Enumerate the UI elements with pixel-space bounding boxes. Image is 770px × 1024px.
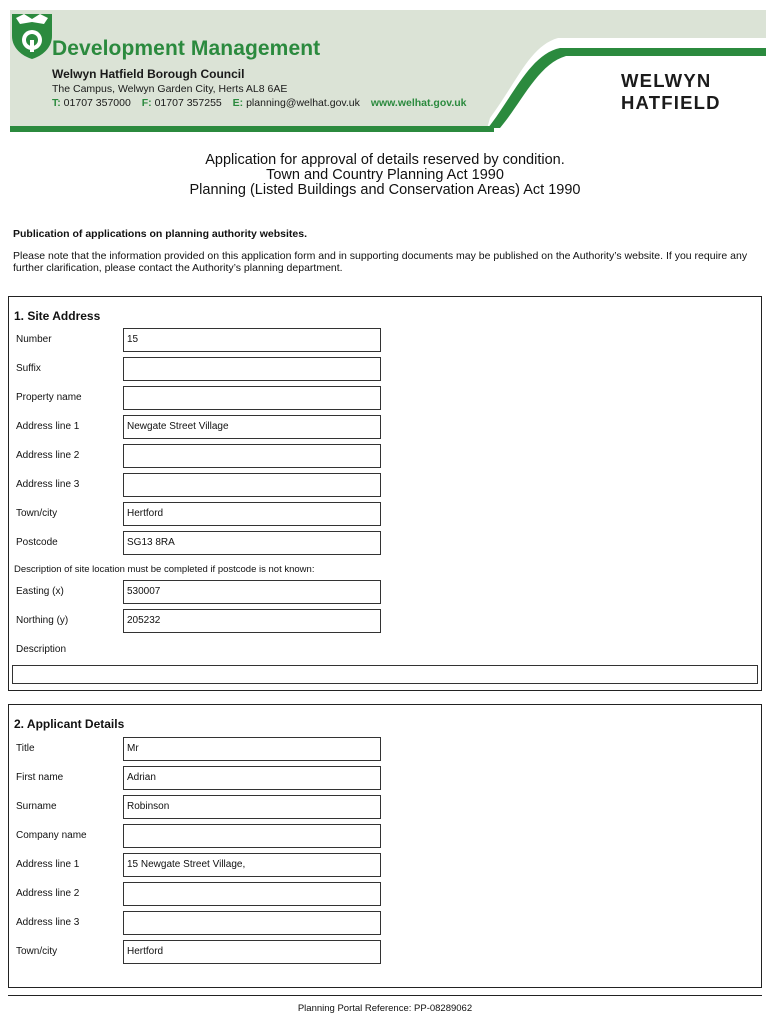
publication-title: Publication of applications on planning authority websites. — [13, 228, 308, 240]
portal-reference: Planning Portal Reference: PP-08289062 — [297, 1003, 473, 1014]
field-row-first-name — [9, 766, 763, 790]
fax-number: 01707 357255 — [154, 97, 222, 109]
field-row-suffix — [9, 357, 763, 381]
tel-key: T: — [52, 97, 61, 109]
field-row-property-name — [9, 386, 763, 410]
field-label: Postcode — [16, 537, 58, 548]
address-line-3-field[interactable] — [123, 473, 381, 497]
applicant-details-title: 2. Applicant Details — [14, 717, 125, 731]
department-title: Development Management — [52, 37, 321, 60]
field-label: First name — [16, 772, 64, 783]
field-label: Number — [16, 334, 52, 345]
field-row-postcode — [9, 531, 763, 555]
company-name-field[interactable] — [123, 824, 381, 848]
property-name-field[interactable] — [123, 386, 381, 410]
field-row-title — [9, 737, 763, 761]
field-row-easting — [9, 580, 763, 604]
location-note: Description of site location must be completed if postcode is not known: — [14, 564, 315, 575]
easting-field[interactable]: 530007 — [123, 580, 381, 604]
applicant-details-section — [8, 704, 762, 988]
applicant-address-line-2-field[interactable] — [123, 882, 381, 906]
field-row-number — [9, 328, 763, 352]
applicant-town-city-field[interactable]: Hertford — [123, 940, 381, 964]
field-label: Surname — [16, 801, 57, 812]
town-city-field[interactable]: Hertford — [123, 502, 381, 526]
address-line-1-field[interactable]: Newgate Street Village — [123, 415, 381, 439]
field-label: Address line 1 — [16, 859, 80, 870]
description-field[interactable] — [12, 665, 758, 684]
contact-line — [52, 97, 467, 109]
brand-wordmark — [621, 70, 721, 114]
field-label: Address line 1 — [16, 421, 80, 432]
tel-number: 01707 357000 — [63, 97, 131, 109]
council-address: The Campus, Welwyn Garden City, Herts AL8 6AE — [52, 83, 288, 95]
number-field[interactable]: 15 — [123, 328, 381, 352]
surname-field[interactable]: Robinson — [123, 795, 381, 819]
address-line-2-field[interactable] — [123, 444, 381, 468]
field-row-address-line-3 — [9, 473, 763, 497]
field-label: Town/city — [16, 508, 58, 519]
header-banner — [10, 10, 766, 132]
applicant-address-line-3-field[interactable] — [123, 911, 381, 935]
field-label: Address line 3 — [16, 917, 80, 928]
form-heading — [0, 153, 770, 198]
website-link[interactable]: www.welhat.gov.uk — [370, 97, 467, 109]
field-row-applicant-address-line-2 — [9, 882, 763, 906]
field-label: Easting (x) — [16, 586, 64, 597]
field-label: Property name — [16, 392, 82, 403]
field-label: Address line 3 — [16, 479, 80, 490]
description-label: Description — [16, 644, 67, 655]
applicant-address-line-1-field[interactable]: 15 Newgate Street Village, — [123, 853, 381, 877]
field-row-surname — [9, 795, 763, 819]
field-label: Address line 2 — [16, 888, 80, 899]
field-row-company-name — [9, 824, 763, 848]
publication-text: Please note that the information provided on this application form and in supporting documents may be published on the Authority’s website. If you require any further clarification, please contact the Authority’s planning department. — [13, 250, 748, 274]
postcode-field[interactable]: SG13 8RA — [123, 531, 381, 555]
email-address[interactable]: planning@welhat.gov.uk — [246, 97, 360, 109]
field-row-town-city — [9, 502, 763, 526]
field-row-address-line-1 — [9, 415, 763, 439]
footer-divider — [8, 995, 762, 996]
field-label: Title — [16, 743, 35, 754]
field-row-applicant-address-line-3 — [9, 911, 763, 935]
site-address-section — [8, 296, 762, 691]
form-heading-line-2: Town and Country Planning Act 1990 — [266, 167, 504, 183]
fax-key: F: — [141, 97, 152, 109]
form-heading-line-1: Application for approval of details reserved by condition. — [205, 152, 565, 168]
site-address-title: 1. Site Address — [14, 309, 101, 323]
brand-line-1: WELWYN — [621, 70, 712, 91]
field-label: Company name — [16, 830, 87, 841]
field-label: Suffix — [16, 363, 41, 374]
field-label: Town/city — [16, 946, 58, 957]
field-label: Address line 2 — [16, 450, 80, 461]
first-name-field[interactable]: Adrian — [123, 766, 381, 790]
email-key: E: — [232, 97, 244, 109]
council-name: Welwyn Hatfield Borough Council — [52, 67, 245, 81]
northing-field[interactable]: 205232 — [123, 609, 381, 633]
field-row-northing — [9, 609, 763, 633]
form-heading-line-3: Planning (Listed Buildings and Conservation Areas) Act 1990 — [189, 182, 581, 198]
suffix-field[interactable] — [123, 357, 381, 381]
council-crest-icon — [10, 10, 54, 60]
field-row-address-line-2 — [9, 444, 763, 468]
title-field[interactable]: Mr — [123, 737, 381, 761]
field-row-applicant-address-line-1 — [9, 853, 763, 877]
field-row-applicant-town-city — [9, 940, 763, 964]
brand-line-2: HATFIELD — [621, 92, 721, 113]
field-label: Northing (y) — [16, 615, 69, 626]
